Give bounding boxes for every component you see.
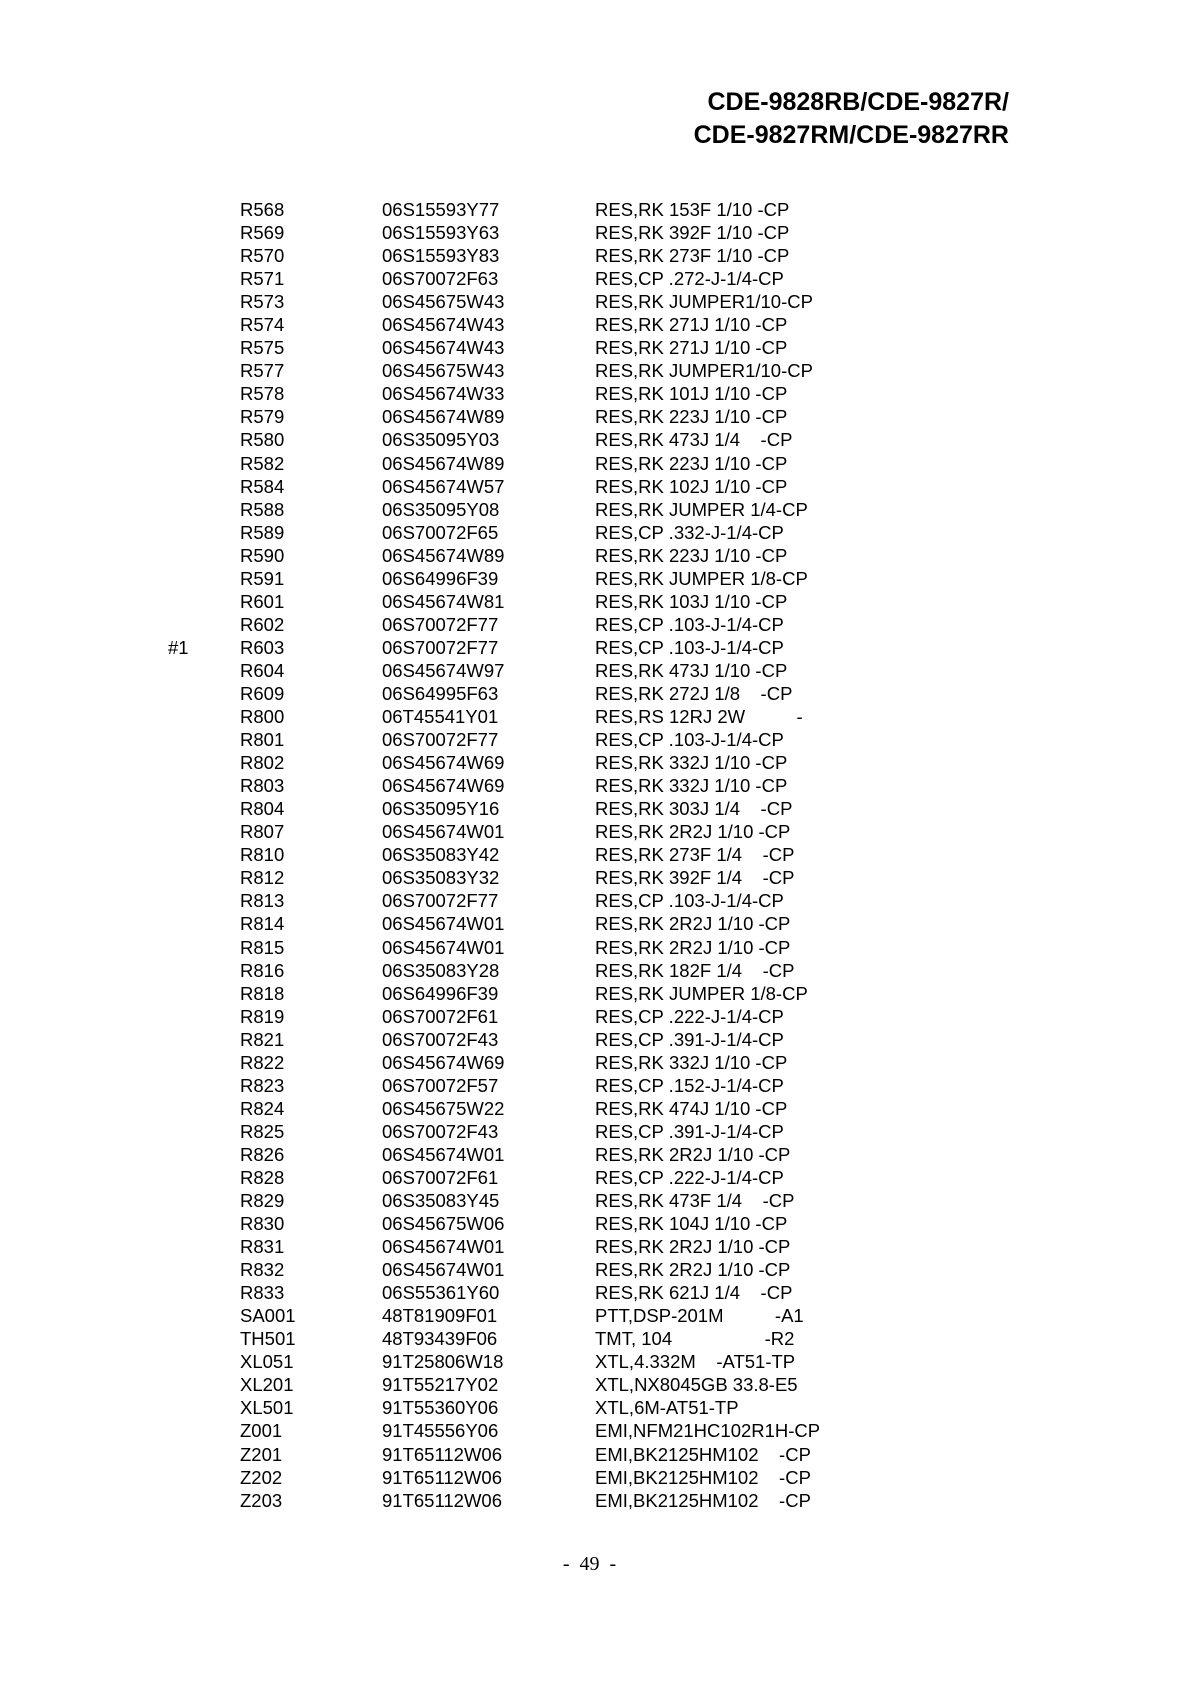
part-number: 06S70072F77 bbox=[382, 729, 499, 751]
parts-row bbox=[0, 198, 1179, 221]
part-number: 06S45674W01 bbox=[382, 1259, 505, 1281]
parts-row bbox=[0, 1258, 1179, 1281]
part-number: 06S45674W89 bbox=[382, 452, 505, 474]
part-description: RES,RK 473J 1/10 -CP bbox=[595, 659, 788, 681]
parts-row bbox=[0, 1327, 1179, 1350]
reference-designator: R803 bbox=[240, 775, 285, 797]
part-number: 06S45674W69 bbox=[382, 1051, 505, 1073]
part-number: 91T45556Y06 bbox=[382, 1420, 499, 1442]
reference-designator: R609 bbox=[240, 682, 285, 704]
part-number: 06S45674W89 bbox=[382, 544, 505, 566]
reference-designator: R830 bbox=[240, 1213, 285, 1235]
part-number: 91T55217Y02 bbox=[382, 1374, 499, 1396]
part-number: 06S70072F61 bbox=[382, 1166, 499, 1188]
part-number: 06S70072F65 bbox=[382, 521, 499, 543]
parts-row bbox=[0, 267, 1179, 290]
part-description: TMT, 104 -R2 bbox=[595, 1328, 795, 1350]
part-description: RES,RK 473J 1/4 -CP bbox=[595, 429, 793, 451]
part-description: RES,RK 2R2J 1/10 -CP bbox=[595, 1236, 791, 1258]
parts-list bbox=[0, 198, 1179, 1512]
reference-designator: R569 bbox=[240, 222, 285, 244]
parts-row bbox=[0, 912, 1179, 935]
reference-designator: R574 bbox=[240, 314, 285, 336]
parts-row bbox=[0, 1304, 1179, 1327]
reference-designator: R822 bbox=[240, 1051, 285, 1073]
parts-row bbox=[0, 751, 1179, 774]
part-number: 06S45674W01 bbox=[382, 821, 505, 843]
part-description: RES,RK 621J 1/4 -CP bbox=[595, 1282, 793, 1304]
parts-row bbox=[0, 1143, 1179, 1166]
parts-row bbox=[0, 1097, 1179, 1120]
parts-row bbox=[0, 1005, 1179, 1028]
part-description: RES,RK 392F 1/10 -CP bbox=[595, 222, 790, 244]
reference-designator: Z202 bbox=[240, 1466, 283, 1488]
parts-row bbox=[0, 1443, 1179, 1466]
reference-designator: R602 bbox=[240, 613, 285, 635]
part-number: 91T65112W06 bbox=[382, 1443, 502, 1465]
part-description: RES,RK 223J 1/10 -CP bbox=[595, 406, 788, 428]
parts-row bbox=[0, 1235, 1179, 1258]
parts-row bbox=[0, 797, 1179, 820]
part-number: 06S35095Y16 bbox=[382, 798, 500, 820]
part-number: 06S70072F77 bbox=[382, 636, 499, 658]
parts-row bbox=[0, 866, 1179, 889]
part-description: RES,CP .152-J-1/4-CP bbox=[595, 1074, 784, 1096]
reference-designator: XL201 bbox=[240, 1374, 294, 1396]
reference-designator: R575 bbox=[240, 337, 285, 359]
part-description: RES,RK 182F 1/4 -CP bbox=[595, 959, 795, 981]
parts-row bbox=[0, 1074, 1179, 1097]
part-description: RES,RK 273F 1/10 -CP bbox=[595, 245, 790, 267]
part-description: RES,CP .391-J-1/4-CP bbox=[595, 1028, 784, 1050]
parts-row bbox=[0, 843, 1179, 866]
reference-designator: R812 bbox=[240, 867, 285, 889]
part-number: 06S45675W43 bbox=[382, 360, 505, 382]
part-description: RES,RK 273F 1/4 -CP bbox=[595, 844, 795, 866]
reference-designator: R823 bbox=[240, 1074, 285, 1096]
reference-designator: R579 bbox=[240, 406, 285, 428]
part-number: 06S45674W01 bbox=[382, 936, 505, 958]
parts-row bbox=[0, 1396, 1179, 1419]
part-description: RES,CP .391-J-1/4-CP bbox=[595, 1120, 784, 1142]
parts-row bbox=[0, 382, 1179, 405]
part-number: 06S45674W33 bbox=[382, 383, 505, 405]
reference-designator: R603 bbox=[240, 636, 285, 658]
part-number: 91T55360Y06 bbox=[382, 1397, 499, 1419]
part-description: RES,RK 223J 1/10 -CP bbox=[595, 544, 788, 566]
parts-row bbox=[0, 498, 1179, 521]
part-description: RES,CP .103-J-1/4-CP bbox=[595, 890, 784, 912]
reference-designator: R821 bbox=[240, 1028, 285, 1050]
part-description: RES,RK 102J 1/10 -CP bbox=[595, 475, 788, 497]
part-number: 06S15593Y63 bbox=[382, 222, 500, 244]
parts-row bbox=[0, 1419, 1179, 1442]
part-number: 06S45675W43 bbox=[382, 291, 505, 313]
part-description: RES,RK 2R2J 1/10 -CP bbox=[595, 1143, 791, 1165]
part-number: 06S45674W43 bbox=[382, 337, 505, 359]
parts-row bbox=[0, 290, 1179, 313]
reference-designator: R815 bbox=[240, 936, 285, 958]
parts-row bbox=[0, 1281, 1179, 1304]
reference-designator: R568 bbox=[240, 199, 285, 220]
reference-designator: R570 bbox=[240, 245, 285, 267]
reference-designator: R826 bbox=[240, 1143, 285, 1165]
reference-designator: R832 bbox=[240, 1259, 285, 1281]
part-number: 06S45674W97 bbox=[382, 659, 505, 681]
reference-designator: R831 bbox=[240, 1236, 285, 1258]
reference-designator: R833 bbox=[240, 1282, 285, 1304]
reference-designator: R590 bbox=[240, 544, 285, 566]
parts-row bbox=[0, 544, 1179, 567]
part-description: RES,RK 2R2J 1/10 -CP bbox=[595, 936, 791, 958]
parts-row bbox=[0, 428, 1179, 451]
reference-designator: R802 bbox=[240, 752, 285, 774]
parts-row bbox=[0, 959, 1179, 982]
part-description: EMI,BK2125HM102 -CP bbox=[595, 1443, 811, 1465]
reference-designator: R604 bbox=[240, 659, 285, 681]
parts-row bbox=[0, 1466, 1179, 1489]
part-number: 06S64995F63 bbox=[382, 682, 499, 704]
part-number: 06S70072F43 bbox=[382, 1028, 499, 1050]
part-description: RES,CP .103-J-1/4-CP bbox=[595, 613, 784, 635]
part-description: RES,RK 223J 1/10 -CP bbox=[595, 452, 788, 474]
parts-row bbox=[0, 1051, 1179, 1074]
parts-row bbox=[0, 452, 1179, 475]
parts-row bbox=[0, 405, 1179, 428]
reference-designator: R825 bbox=[240, 1120, 285, 1142]
part-description: RES,RK 271J 1/10 -CP bbox=[595, 337, 788, 359]
parts-row bbox=[0, 889, 1179, 912]
model-title-line-1: CDE-9828RB/CDE-9827R/ bbox=[707, 88, 1009, 116]
parts-row bbox=[0, 336, 1179, 359]
parts-row bbox=[0, 774, 1179, 797]
part-description: RES,CP .222-J-1/4-CP bbox=[595, 1166, 784, 1188]
part-number: 06S70072F43 bbox=[382, 1120, 499, 1142]
part-number: 48T81909F01 bbox=[382, 1305, 498, 1327]
part-number: 06S70072F77 bbox=[382, 890, 499, 912]
part-number: 06S70072F63 bbox=[382, 268, 499, 290]
part-number: 48T93439F06 bbox=[382, 1328, 498, 1350]
part-number: 06S35083Y28 bbox=[382, 959, 500, 981]
reference-designator: R800 bbox=[240, 706, 285, 728]
reference-designator: R804 bbox=[240, 798, 285, 820]
reference-designator: XL501 bbox=[240, 1397, 294, 1419]
reference-designator: R584 bbox=[240, 475, 285, 497]
reference-designator: Z001 bbox=[240, 1420, 283, 1442]
part-description: RES,RK JUMPER 1/4-CP bbox=[595, 498, 808, 520]
parts-row bbox=[0, 820, 1179, 843]
parts-row bbox=[0, 1028, 1179, 1051]
part-description: RES,RK 303J 1/4 -CP bbox=[595, 798, 793, 820]
reference-designator: R577 bbox=[240, 360, 285, 382]
reference-designator: R813 bbox=[240, 890, 285, 912]
parts-row bbox=[0, 1489, 1179, 1512]
part-number: 06S45675W06 bbox=[382, 1213, 505, 1235]
part-number: 06S45674W69 bbox=[382, 775, 505, 797]
part-number: 06S45674W01 bbox=[382, 1236, 505, 1258]
parts-row bbox=[0, 1212, 1179, 1235]
part-description: RES,RK 153F 1/10 -CP bbox=[595, 199, 790, 220]
part-description: RES,CP .103-J-1/4-CP bbox=[595, 636, 784, 658]
part-description: RES,CP .332-J-1/4-CP bbox=[595, 521, 784, 543]
reference-designator: R816 bbox=[240, 959, 285, 981]
reference-designator: R588 bbox=[240, 498, 285, 520]
part-description: RES,RK JUMPER 1/8-CP bbox=[595, 982, 808, 1004]
reference-designator: R580 bbox=[240, 429, 285, 451]
part-number: 06S45675W22 bbox=[382, 1097, 505, 1119]
reference-designator: R828 bbox=[240, 1166, 285, 1188]
reference-designator: R601 bbox=[240, 590, 285, 612]
part-description: XTL,NX8045GB 33.8-E5 bbox=[595, 1374, 798, 1396]
reference-designator: Z201 bbox=[240, 1443, 283, 1465]
parts-row bbox=[0, 636, 1179, 659]
part-number: 06S45674W01 bbox=[382, 1143, 505, 1165]
part-number: 06T45541Y01 bbox=[382, 706, 499, 728]
reference-designator: R829 bbox=[240, 1190, 285, 1212]
parts-row bbox=[0, 313, 1179, 336]
part-number: 06S55361Y60 bbox=[382, 1282, 500, 1304]
part-number: 06S45674W57 bbox=[382, 475, 505, 497]
parts-row bbox=[0, 475, 1179, 498]
part-description: RES,RK 473F 1/4 -CP bbox=[595, 1190, 795, 1212]
parts-row bbox=[0, 659, 1179, 682]
part-number: 91T65112W06 bbox=[382, 1466, 502, 1488]
part-description: EMI,BK2125HM102 -CP bbox=[595, 1466, 811, 1488]
part-description: RES,RK 2R2J 1/10 -CP bbox=[595, 913, 791, 935]
part-description: EMI,NFM21HC102R1H-CP bbox=[595, 1420, 821, 1442]
part-description: RES,RK 272J 1/8 -CP bbox=[595, 682, 793, 704]
reference-designator: R818 bbox=[240, 982, 285, 1004]
part-description: RES,RK 103J 1/10 -CP bbox=[595, 590, 788, 612]
part-number: 06S35083Y32 bbox=[382, 867, 500, 889]
parts-row bbox=[0, 728, 1179, 751]
model-title-line-2: CDE-9827RM/CDE-9827RR bbox=[693, 121, 1009, 149]
parts-row bbox=[0, 705, 1179, 728]
part-number: 06S45674W69 bbox=[382, 752, 505, 774]
part-number: 06S70072F57 bbox=[382, 1074, 499, 1096]
reference-designator: R801 bbox=[240, 729, 285, 751]
parts-row bbox=[0, 590, 1179, 613]
part-description: RES,CP .272-J-1/4-CP bbox=[595, 268, 784, 290]
part-number: 06S35083Y45 bbox=[382, 1190, 500, 1212]
part-number: 06S35095Y03 bbox=[382, 429, 500, 451]
part-description: XTL,4.332M -AT51-TP bbox=[595, 1351, 796, 1373]
part-description: RES,RK JUMPER1/10-CP bbox=[595, 291, 813, 313]
part-description: RES,CP .222-J-1/4-CP bbox=[595, 1005, 784, 1027]
part-number: 06S35095Y08 bbox=[382, 498, 500, 520]
reference-designator: R810 bbox=[240, 844, 285, 866]
parts-row bbox=[0, 244, 1179, 267]
reference-designator: Z203 bbox=[240, 1489, 283, 1511]
part-number: 91T25806W18 bbox=[382, 1351, 504, 1373]
parts-row bbox=[0, 682, 1179, 705]
reference-designator: R589 bbox=[240, 521, 285, 543]
part-description: RES,RK 332J 1/10 -CP bbox=[595, 752, 788, 774]
part-description: RES,RK 332J 1/10 -CP bbox=[595, 775, 788, 797]
parts-row bbox=[0, 1189, 1179, 1212]
part-description: RES,RS 12RJ 2W - bbox=[595, 706, 803, 728]
reference-designator: R819 bbox=[240, 1005, 285, 1027]
part-description: RES,RK 271J 1/10 -CP bbox=[595, 314, 788, 336]
part-number: 06S15593Y77 bbox=[382, 199, 500, 220]
part-number: 06S35083Y42 bbox=[382, 844, 500, 866]
reference-designator: SA001 bbox=[240, 1305, 296, 1327]
parts-row bbox=[0, 613, 1179, 636]
part-description: XTL,6M-AT51-TP bbox=[595, 1397, 739, 1419]
reference-designator: R824 bbox=[240, 1097, 285, 1119]
part-number: 06S15593Y83 bbox=[382, 245, 500, 267]
reference-designator: R582 bbox=[240, 452, 285, 474]
parts-row bbox=[0, 936, 1179, 959]
part-number: 06S45674W81 bbox=[382, 590, 505, 612]
part-number: 06S45674W89 bbox=[382, 406, 505, 428]
part-description: RES,RK 392F 1/4 -CP bbox=[595, 867, 795, 889]
reference-designator: R814 bbox=[240, 913, 285, 935]
reference-designator: R578 bbox=[240, 383, 285, 405]
part-number: 06S45674W43 bbox=[382, 314, 505, 336]
revision-mark: #1 bbox=[168, 636, 189, 658]
page-number: - 49 - bbox=[562, 1553, 617, 1575]
part-description: RES,RK 332J 1/10 -CP bbox=[595, 1051, 788, 1073]
part-number: 06S70072F77 bbox=[382, 613, 499, 635]
reference-designator: R573 bbox=[240, 291, 285, 313]
document-header bbox=[694, 86, 1009, 152]
part-number: 06S45674W01 bbox=[382, 913, 505, 935]
parts-row bbox=[0, 982, 1179, 1005]
part-number: 91T65112W06 bbox=[382, 1489, 502, 1511]
part-description: RES,RK 101J 1/10 -CP bbox=[595, 383, 788, 405]
parts-row bbox=[0, 1350, 1179, 1373]
part-description: EMI,BK2125HM102 -CP bbox=[595, 1489, 811, 1511]
part-description: RES,RK JUMPER1/10-CP bbox=[595, 360, 813, 382]
reference-designator: TH501 bbox=[240, 1328, 296, 1350]
reference-designator: XL051 bbox=[240, 1351, 294, 1373]
reference-designator: R571 bbox=[240, 268, 285, 290]
part-description: RES,RK JUMPER 1/8-CP bbox=[595, 567, 808, 589]
parts-row bbox=[0, 221, 1179, 244]
parts-row bbox=[0, 359, 1179, 382]
part-description: RES,RK 2R2J 1/10 -CP bbox=[595, 1259, 791, 1281]
part-description: RES,RK 104J 1/10 -CP bbox=[595, 1213, 788, 1235]
parts-row bbox=[0, 567, 1179, 590]
part-number: 06S70072F61 bbox=[382, 1005, 499, 1027]
parts-row bbox=[0, 1373, 1179, 1396]
part-description: RES,CP .103-J-1/4-CP bbox=[595, 729, 784, 751]
part-number: 06S64996F39 bbox=[382, 982, 499, 1004]
part-number: 06S64996F39 bbox=[382, 567, 499, 589]
parts-row bbox=[0, 1166, 1179, 1189]
parts-row bbox=[0, 1120, 1179, 1143]
reference-designator: R591 bbox=[240, 567, 285, 589]
part-description: PTT,DSP-201M -A1 bbox=[595, 1305, 804, 1327]
reference-designator: R807 bbox=[240, 821, 285, 843]
part-description: RES,RK 474J 1/10 -CP bbox=[595, 1097, 788, 1119]
part-description: RES,RK 2R2J 1/10 -CP bbox=[595, 821, 791, 843]
parts-row bbox=[0, 521, 1179, 544]
